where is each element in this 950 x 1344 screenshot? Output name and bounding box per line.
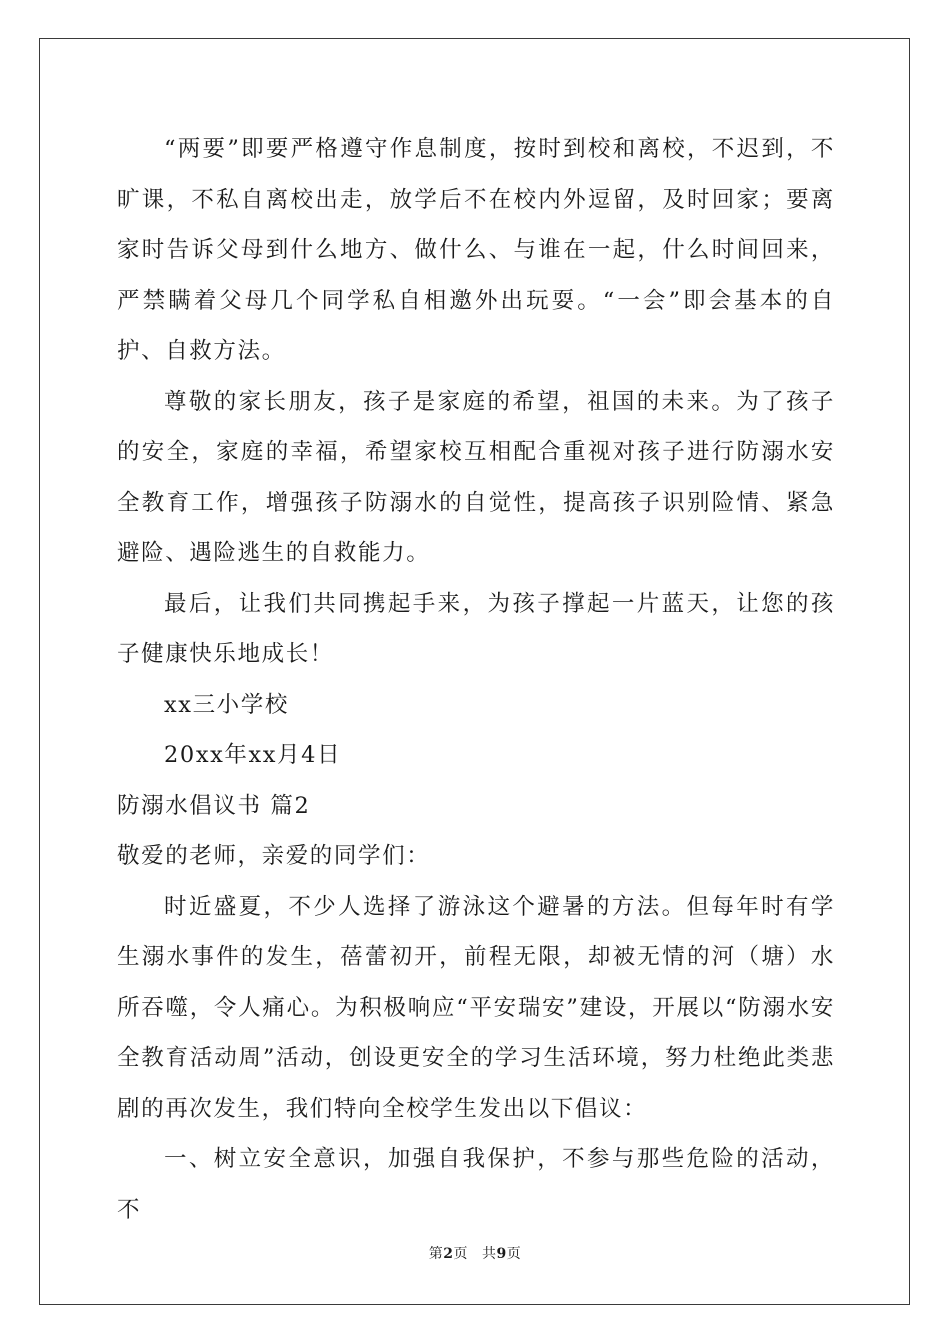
document-body: [117, 124, 835, 1235]
page-prefix: 第: [428, 1246, 444, 1262]
signature-school: xx三小学校: [164, 691, 289, 718]
paragraph-intro: 时近盛夏，不少人选择了游泳这个避暑的方法。但每年时有学生溺水事件的发生，蓓蕾初开，前程无限，却被无情的河（塘）水所吞噬，令人痛心。为积极响应“平安瑞安”建设，开展以“防溺水安全教育活动周”活动，创设更安全的学习生活环境，努力杜绝此类悲剧的再次发生，我们特向全校学生发出以下倡议：: [117, 893, 835, 1122]
paragraph-two-musts: “两要”即要严格遵守作息制度，按时到校和离校，不迟到，不旷课，不私自离校出走，放学后不在校内外逗留，及时回家；要离家时告诉父母到什么地方、做什么、与谁在一起，什么时间回来，严禁瞒着父母几个同学私自相邀外出玩耍。“一会”即会基本的自护、自救方法。: [117, 136, 835, 364]
total-pages: 9: [496, 1246, 507, 1262]
paragraph-parents-appeal: 尊敬的家长朋友，孩子是家庭的希望，祖国的未来。为了孩子的安全，家庭的幸福，希望家校互相配合重视对孩子进行防溺水安全教育工作，增强孩子防溺水的自觉性，提高孩子识别险情、紧急避险、遇险逃生的自救能力。: [117, 388, 835, 566]
total-prefix: 共: [482, 1246, 497, 1262]
signature-date: 20xx年xx月4日: [164, 742, 342, 768]
page-number: 2: [443, 1246, 454, 1262]
paragraph-point-one: 一、树立安全意识，加强自我保护，不参与那些危险的活动，不: [117, 1146, 835, 1223]
paragraph-closing: 最后，让我们共同携起手来，为孩子撑起一片蓝天，让您的孩子健康快乐地成长！: [117, 590, 835, 667]
page-suffix: 页: [453, 1246, 468, 1262]
salutation: 敬爱的老师，亲爱的同学们：: [117, 843, 431, 869]
total-suffix: 页: [506, 1246, 522, 1262]
section-heading: 防溺水倡议书 篇2: [117, 792, 311, 819]
page-footer: [0, 1243, 950, 1263]
